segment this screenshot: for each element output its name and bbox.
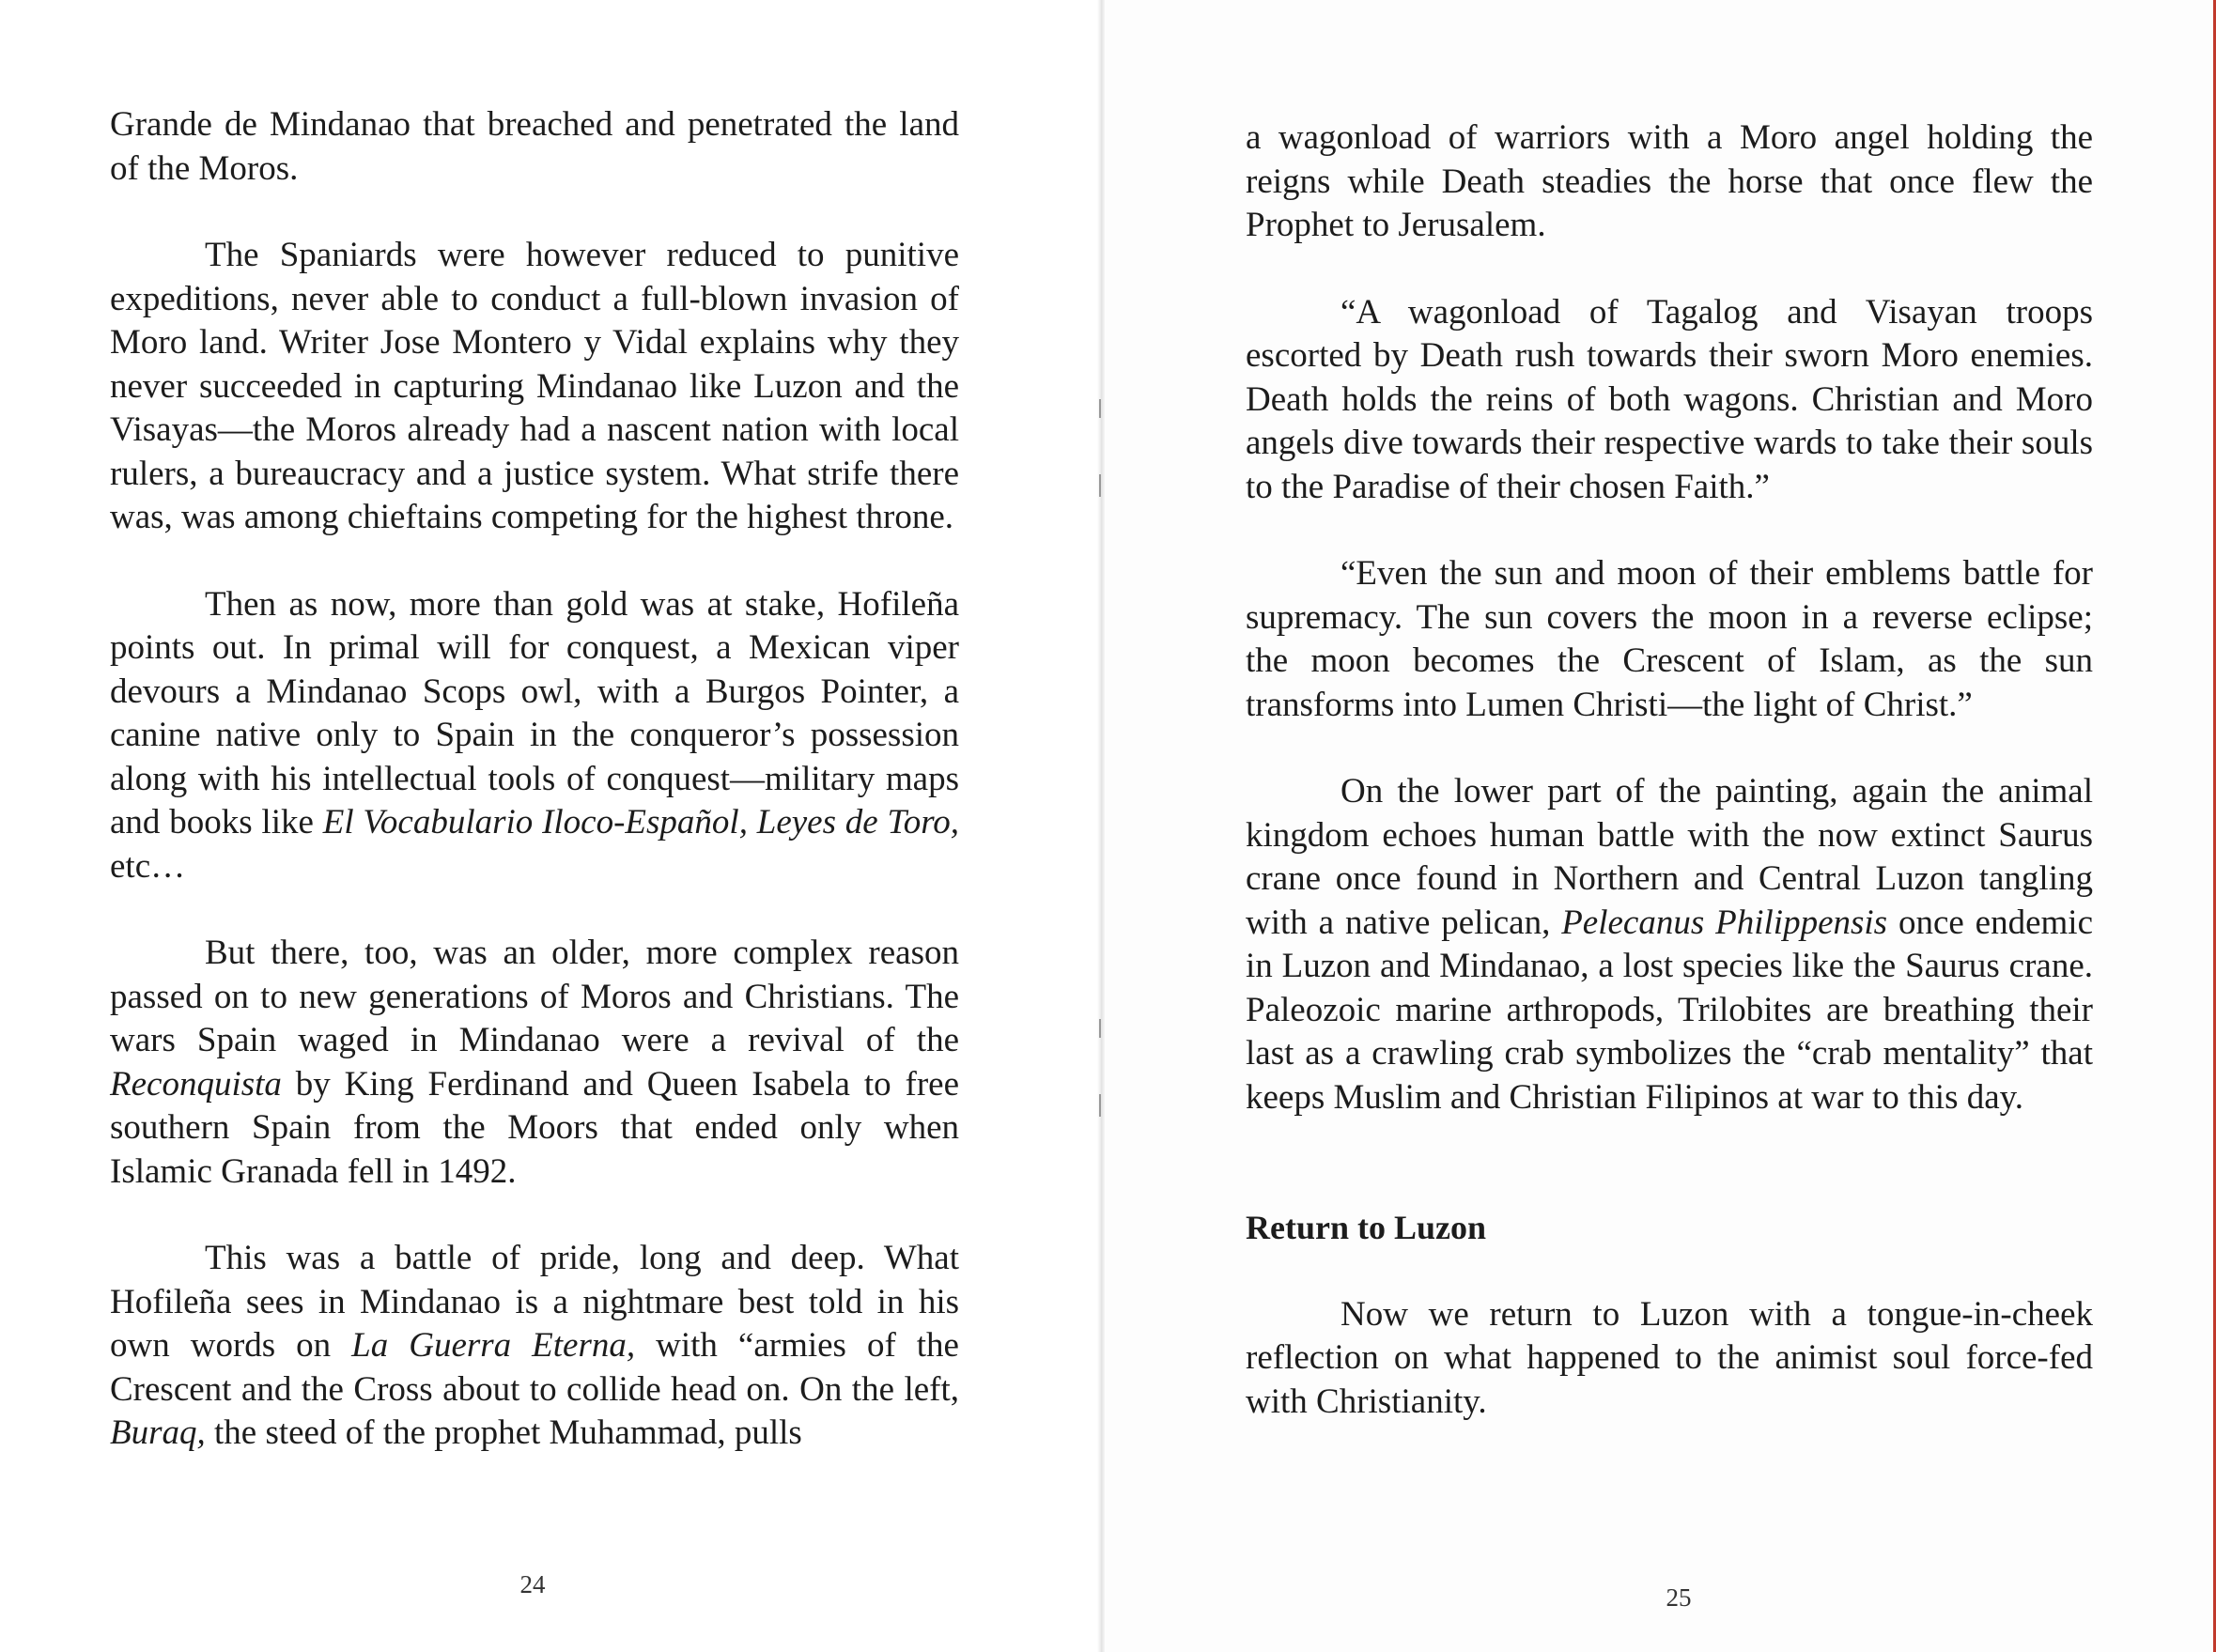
book-gutter	[1097, 0, 1105, 1652]
italic-text-run: Reconquista	[110, 1064, 282, 1104]
right-page	[1101, 0, 2216, 1652]
paragraph	[110, 234, 959, 540]
italic-text-run: Pelecanus Philippensis	[1561, 903, 1888, 942]
text-run: On the lower part of the painting, again the animal kingdom echoes human battle with the now extinct Saurus crane once found in Northern and Central Luzon tangling with a native pelican,	[1246, 772, 2093, 942]
paragraph	[1246, 291, 2093, 510]
text-run: by King Ferdinand and Queen Isabela to free southern Spain from the Moors that ended only when Islamic Granada fell in 1492.	[110, 1064, 959, 1191]
paragraph	[110, 583, 959, 889]
page-number: 25	[1666, 1583, 1692, 1612]
right-page-text	[1246, 116, 2093, 1424]
text-run: Then as now, more than gold was at stake, Hofileña points out. In primal will for conquest, a Mexican viper devours a Mindanao Scops owl, with a Burgos Pointer, a canine native only to Spain in the conqueror’s possession along with his intellectual tools of conquest—military maps and books like	[110, 584, 959, 841]
paragraph	[1246, 552, 2093, 727]
paragraph	[110, 1237, 959, 1456]
gutter-stitch-mark	[1099, 474, 1101, 497]
left-page-text	[110, 103, 959, 1456]
paragraph	[1246, 770, 2093, 1119]
italic-text-run: La Guerra Eterna,	[351, 1326, 636, 1365]
text-run: But there, too, was an older, more complex reason passed on to new generations of Moros and Christians. The wars Spain waged in Mindanao were a revival of the	[110, 934, 959, 1059]
text-run: with “armies of the Crescent and the Cross about to collide head on. On the left,	[110, 1326, 959, 1409]
text-run: Grande de Mindanao that breached and penetrated the land of the Moros.	[110, 105, 959, 188]
left-page	[0, 0, 1101, 1652]
paragraph	[110, 932, 959, 1194]
text-run: Now we return to Luzon with a tongue-in-cheek reflection on what happened to the animist soul force-fed with Christianity.	[1246, 1294, 2093, 1421]
gutter-stitch-mark	[1099, 1019, 1101, 1038]
text-run: the steed of the prophet Muhammad, pulls	[205, 1413, 802, 1452]
text-run: “Even the sun and moon of their emblems battle for supremacy. The sun covers the moon in a reverse eclipse; the moon becomes the Crescent of Islam, as the sun transforms into Lumen Christi—the light of Christ.”	[1246, 554, 2093, 724]
text-run: The Spaniards were however reduced to punitive expeditions, never able to conduct a full-blown invasion of Moro land. Writer Jose Montero y Vidal explains why they never succeeded in capturing Mindanao like Luzon and the Visayas—the Moros already had a nascent nation with local rulers, a bureaucracy and a justice system. What strife there was, was among chieftains competing for the highest throne.	[110, 236, 959, 536]
paragraph	[1246, 1293, 2093, 1425]
heading-text: Return to Luzon	[1246, 1209, 1487, 1246]
italic-text-run: Buraq,	[110, 1413, 206, 1452]
gutter-stitch-mark	[1099, 1094, 1101, 1117]
text-run: a wagonload of warriors with a Moro angel holding the reigns while Death steadies the horse that once flew the Prophet to Jerusalem.	[1246, 118, 2093, 244]
italic-text-run: El Vocabulario Iloco-Español, Leyes de Toro,	[322, 803, 959, 841]
section-heading	[1246, 1206, 2093, 1250]
text-run: This was a battle of pride, long and deep. What Hofileña sees in Mindanao is a nightmare best told in his own words on	[110, 1239, 959, 1365]
text-run: once endemic in Luzon and Mindanao, a lost species like the Saurus crane. Paleozoic marine arthropods, Trilobites are breathing their last as a crawling crab symbolizes the “crab mentality” that keeps Muslim and Christian Filipinos at war to this day.	[1246, 903, 2094, 1117]
text-run: etc…	[110, 846, 186, 886]
text-run: “A wagonload of Tagalog and Visayan troops escorted by Death rush towards their sworn Moro enemies. Death holds the reins of both wagons. Christian and Moro angels dive towards their respective wards to take their souls to the Paradise of their chosen Faith.”	[1246, 292, 2093, 506]
page-number: 24	[519, 1570, 546, 1598]
gutter-stitch-mark	[1099, 399, 1101, 418]
paragraph	[1246, 116, 2093, 248]
paragraph	[110, 103, 959, 191]
